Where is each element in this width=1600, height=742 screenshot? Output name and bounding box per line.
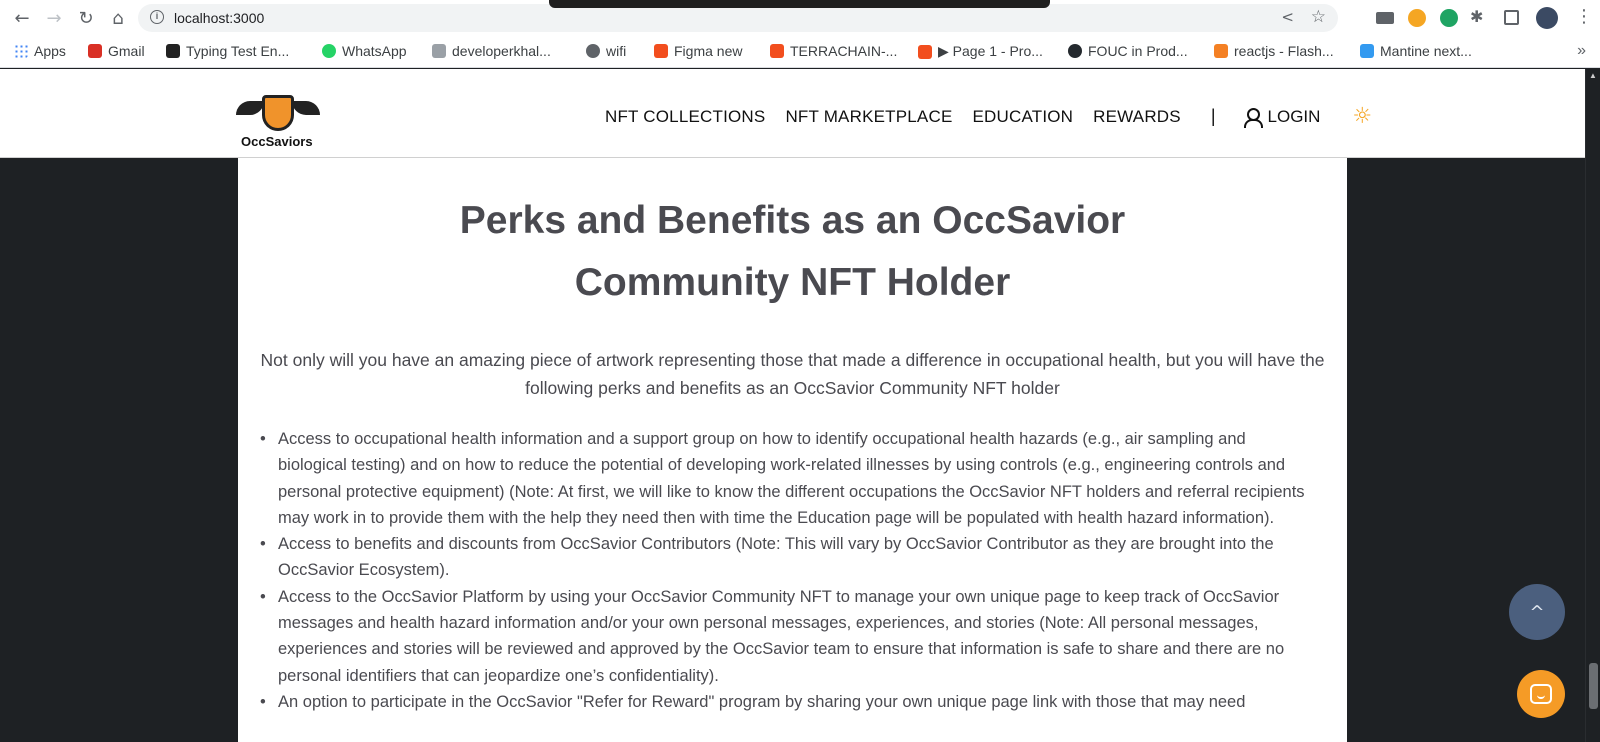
github-icon [1068,44,1082,58]
bookmark-label: Gmail [108,43,145,59]
bookmark-fouc[interactable] [1068,43,1188,59]
page-scrollbar[interactable] [1585,69,1600,742]
browser-toolbar [0,0,1600,36]
back-arrow-icon[interactable]: ← [14,7,30,29]
react-icon [1360,44,1374,58]
scroll-up-arrow-icon[interactable]: ▲ [1589,71,1597,80]
stackoverflow-icon [1214,44,1228,58]
logo-wing-left [236,101,264,115]
apps-grid-icon [14,44,28,58]
extensions-puzzle-icon[interactable]: ✱ [1470,7,1484,26]
bookmark-mantine[interactable] [1360,43,1472,59]
browser-menu-icon[interactable]: ⋮ [1575,6,1593,27]
figma-icon [770,44,784,58]
developer-icon [432,44,446,58]
home-icon[interactable]: ⌂ [112,7,124,29]
nav-nft-marketplace[interactable]: NFT MARKETPLACE [785,106,953,126]
page-title-line-1: Perks and Benefits as an OccSavior [459,199,1126,242]
occsaviors-logo[interactable] [236,95,320,149]
share-icon[interactable]: < [1281,8,1294,26]
login-button[interactable] [1244,107,1321,127]
bookmark-typing-test[interactable] [166,43,289,59]
site-header [0,69,1585,158]
nav-nft-collections[interactable]: NFT COLLECTIONS [605,106,766,126]
page-title [238,190,1347,314]
intro-paragraph: Not only will you have an amazing piece of artwork representing those that made a difference in occupational health, but you will have the following perks and benefits as an OccSavior Community NFT holder [260,350,1325,398]
figma-icon [918,45,932,59]
chat-icon [1530,684,1552,704]
logo-text: OccSaviors [241,134,313,149]
address-bar[interactable] [138,4,1338,32]
bookmark-gmail[interactable] [88,43,145,59]
bookmark-label: ▶ Page 1 - Pro... [938,43,1043,59]
perk-item: • Access to occupational health information and a support group on how to identify occupational health hazards (e.g., air sampling and biological testing) and on how to reduce the potential of developing work-related illnesses by using controls (e.g., engineering controls and personal protective equipment) (Note: At first, we will like to know the different occupations the OccSavior NFT holders and referral recipients may work in to provide them with the help they need then with time the Education page will be populated with health hazard information). [278,426,1308,531]
bookmark-star-icon[interactable]: ☆ [1310,7,1326,27]
side-panel-icon[interactable] [1504,10,1519,25]
site-info-icon[interactable]: i [150,10,164,24]
extension-card-icon[interactable] [1376,12,1394,24]
scrollbar-thumb[interactable] [1589,663,1598,709]
more-bookmarks-chevron-icon[interactable]: » [1577,42,1586,59]
perks-list [278,426,1308,715]
bookmark-page-1[interactable] [918,43,1043,60]
profile-avatar[interactable] [1536,7,1558,29]
bookmark-label: FOUC in Prod... [1088,43,1188,59]
bookmark-label: Typing Test En... [186,43,290,59]
gmail-icon [88,44,102,58]
typing-test-icon [166,44,180,58]
chevron-up-icon: ^ [1529,601,1545,623]
scroll-to-top-button[interactable] [1509,584,1565,640]
nav-separator: | [1210,106,1216,126]
bookmark-label: developerkhal... [452,43,551,59]
login-label: LOGIN [1267,106,1321,126]
perk-item: • Access to benefits and discounts from OccSavior Contributors (Note: This will vary by OccSavior Contributor as they are brought into the OccSavior Ecosystem). [278,531,1308,584]
bookmark-reactjs[interactable] [1214,43,1334,59]
extension-green-icon[interactable] [1440,9,1458,27]
bookmark-label: WhatsApp [342,43,407,59]
bookmark-whatsapp[interactable] [322,43,407,59]
bookmark-terrachain[interactable] [770,43,897,59]
chat-launcher-button[interactable] [1517,670,1565,718]
nav-education[interactable]: EDUCATION [972,106,1074,126]
extension-orange-icon[interactable] [1408,9,1426,27]
bookmark-figma-new[interactable] [654,43,742,59]
perk-item: • An option to participate in the OccSavior "Refer for Reward" program by sharing your own unique page link with those that may need [278,689,1308,715]
page-title-line-2: Community NFT Holder [574,261,1011,304]
bookmark-developerkhal[interactable] [432,43,551,59]
bookmark-label: Figma new [674,43,743,59]
bookmarks-bar [0,36,1600,68]
notification-overlay [549,0,1050,8]
bookmark-label: TERRACHAIN-... [790,43,898,59]
user-icon [1244,108,1260,126]
bookmark-apps[interactable] [14,43,66,59]
bookmark-label: Mantine next... [1380,43,1472,59]
perk-item: • Access to the OccSavior Platform by using your OccSavior Community NFT to manage your own unique page to keep track of OccSavior messages and health hazard information and/or your own personal messages, experiences, and stories (Note: All personal messages, experiences and stories will be reviewed and approved by the OccSavior team to ensure that information is safe to share and there are no personal identifiers that can jeopardize one’s confidentiality). [278,584,1308,689]
theme-toggle-sun-icon[interactable]: ☼ [1352,104,1373,129]
perks-section [238,158,1347,742]
forward-arrow-icon[interactable]: → [46,7,62,29]
globe-icon [586,44,600,58]
logo-wing-right [292,101,320,115]
bookmark-label: wifi [606,43,627,59]
main-navigation [605,104,1372,129]
bookmark-label: reactjs - Flash... [1234,43,1334,59]
whatsapp-icon [322,44,336,58]
logo-shield-icon [262,95,294,131]
bookmark-wifi[interactable] [586,43,626,59]
reload-icon[interactable]: ↻ [78,7,94,29]
bookmark-label: Apps [34,43,66,59]
nav-rewards[interactable]: REWARDS [1093,106,1181,126]
figma-icon [654,44,668,58]
url-text[interactable]: localhost:3000 [174,10,265,26]
